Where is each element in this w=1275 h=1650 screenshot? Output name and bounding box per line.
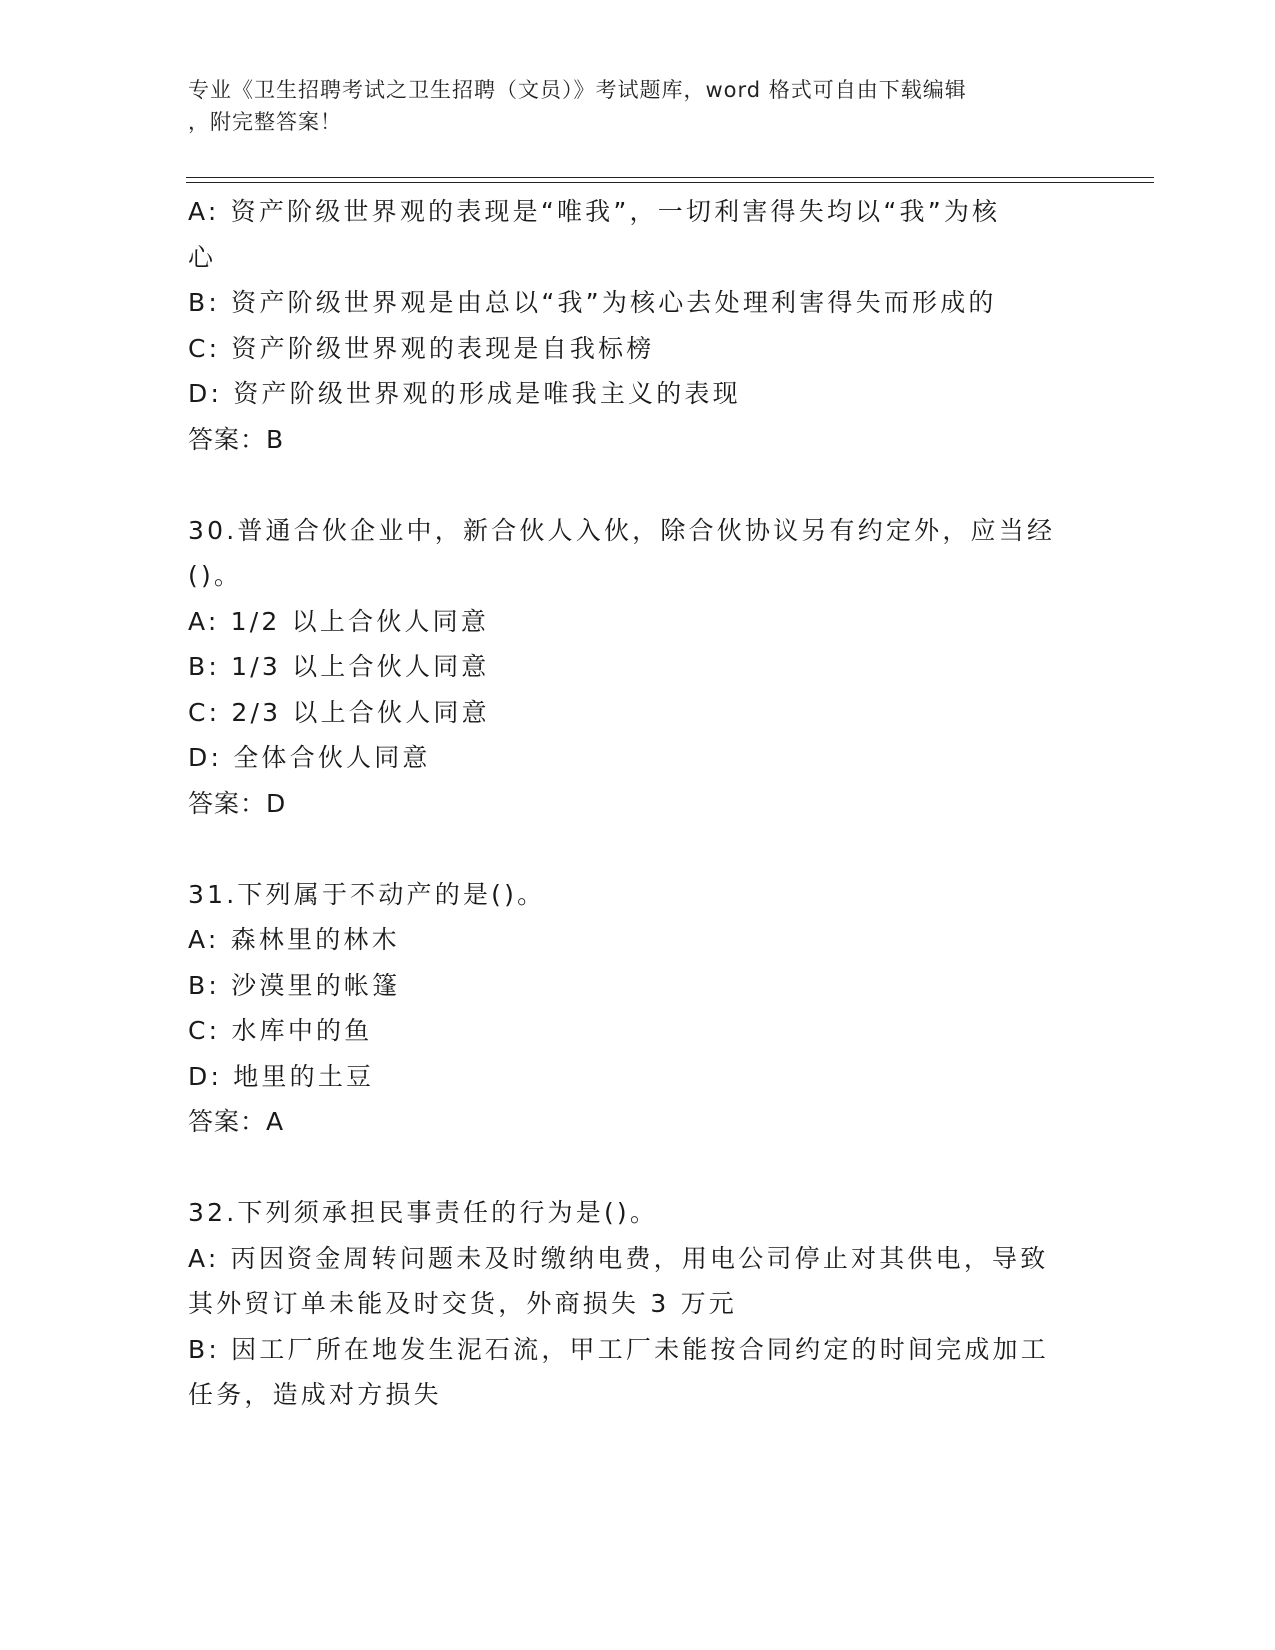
question-stem-line-2: ()。 bbox=[188, 561, 243, 590]
option-c: C: 资产阶级世界观的表现是自我标榜 bbox=[188, 333, 655, 363]
spacer bbox=[188, 1145, 1078, 1191]
spacer bbox=[188, 826, 1078, 872]
option-a-line-2: 心 bbox=[188, 242, 217, 272]
header-line-2: ，附完整答案！ bbox=[188, 110, 342, 134]
option-b: B: 资产阶级世界观是由总以“我”为核心去处理利害得失而形成的 bbox=[188, 288, 997, 317]
question-stem: 31.下列属于不动产的是()。 bbox=[188, 879, 546, 909]
option-b-line-1: B: 因工厂所在地发生泥石流，甲工厂未能按合同约定的时间完成加工 bbox=[188, 1334, 1049, 1364]
answer: 答案：B bbox=[188, 424, 285, 454]
option-d: D: 地里的土豆 bbox=[188, 1061, 375, 1091]
option-b: B: 1/3 以上合伙人同意 bbox=[188, 652, 490, 681]
question-30 bbox=[188, 508, 1078, 827]
answer: 答案：D bbox=[188, 788, 287, 818]
question-stem: 32.下列须承担民事责任的行为是()。 bbox=[188, 1198, 659, 1227]
option-a-line-2: 其外贸订单未能及时交货，外商损失 3 万元 bbox=[188, 1289, 738, 1318]
option-b: B: 沙漠里的帐篷 bbox=[188, 970, 401, 1000]
question-32 bbox=[188, 1190, 1078, 1418]
option-c: C: 水库中的鱼 bbox=[188, 1016, 373, 1045]
option-a-line-1: A: 资产阶级世界观的表现是“唯我”，一切利害得失均以“我”为核 bbox=[188, 197, 1001, 226]
document-header bbox=[188, 74, 1068, 138]
option-d: D: 全体合伙人同意 bbox=[188, 743, 431, 772]
option-c: C: 2/3 以上合伙人同意 bbox=[188, 697, 490, 727]
question-list bbox=[188, 189, 1078, 1418]
option-a: A: 森林里的林木 bbox=[188, 925, 400, 954]
option-d: D: 资产阶级世界观的形成是唯我主义的表现 bbox=[188, 379, 741, 408]
question-29 bbox=[188, 189, 1078, 462]
question-stem-line-1: 30.普通合伙企业中，新合伙人入伙，除合伙协议另有约定外，应当经 bbox=[188, 515, 1056, 545]
option-b-line-2: 任务，造成对方损失 bbox=[188, 1380, 442, 1409]
option-a-line-1: A: 丙因资金周转问题未及时缴纳电费，用电公司停止对其供电，导致 bbox=[188, 1243, 1049, 1273]
spacer bbox=[188, 462, 1078, 508]
answer: 答案：A bbox=[188, 1107, 285, 1136]
option-a: A: 1/2 以上合伙人同意 bbox=[188, 606, 490, 636]
question-31 bbox=[188, 872, 1078, 1145]
header-divider-bottom bbox=[186, 182, 1154, 183]
header-divider-top bbox=[186, 177, 1154, 178]
header-line-1: 专业《卫生招聘考试之卫生招聘（文员）》考试题库，word 格式可自由下载编辑 bbox=[188, 78, 967, 102]
